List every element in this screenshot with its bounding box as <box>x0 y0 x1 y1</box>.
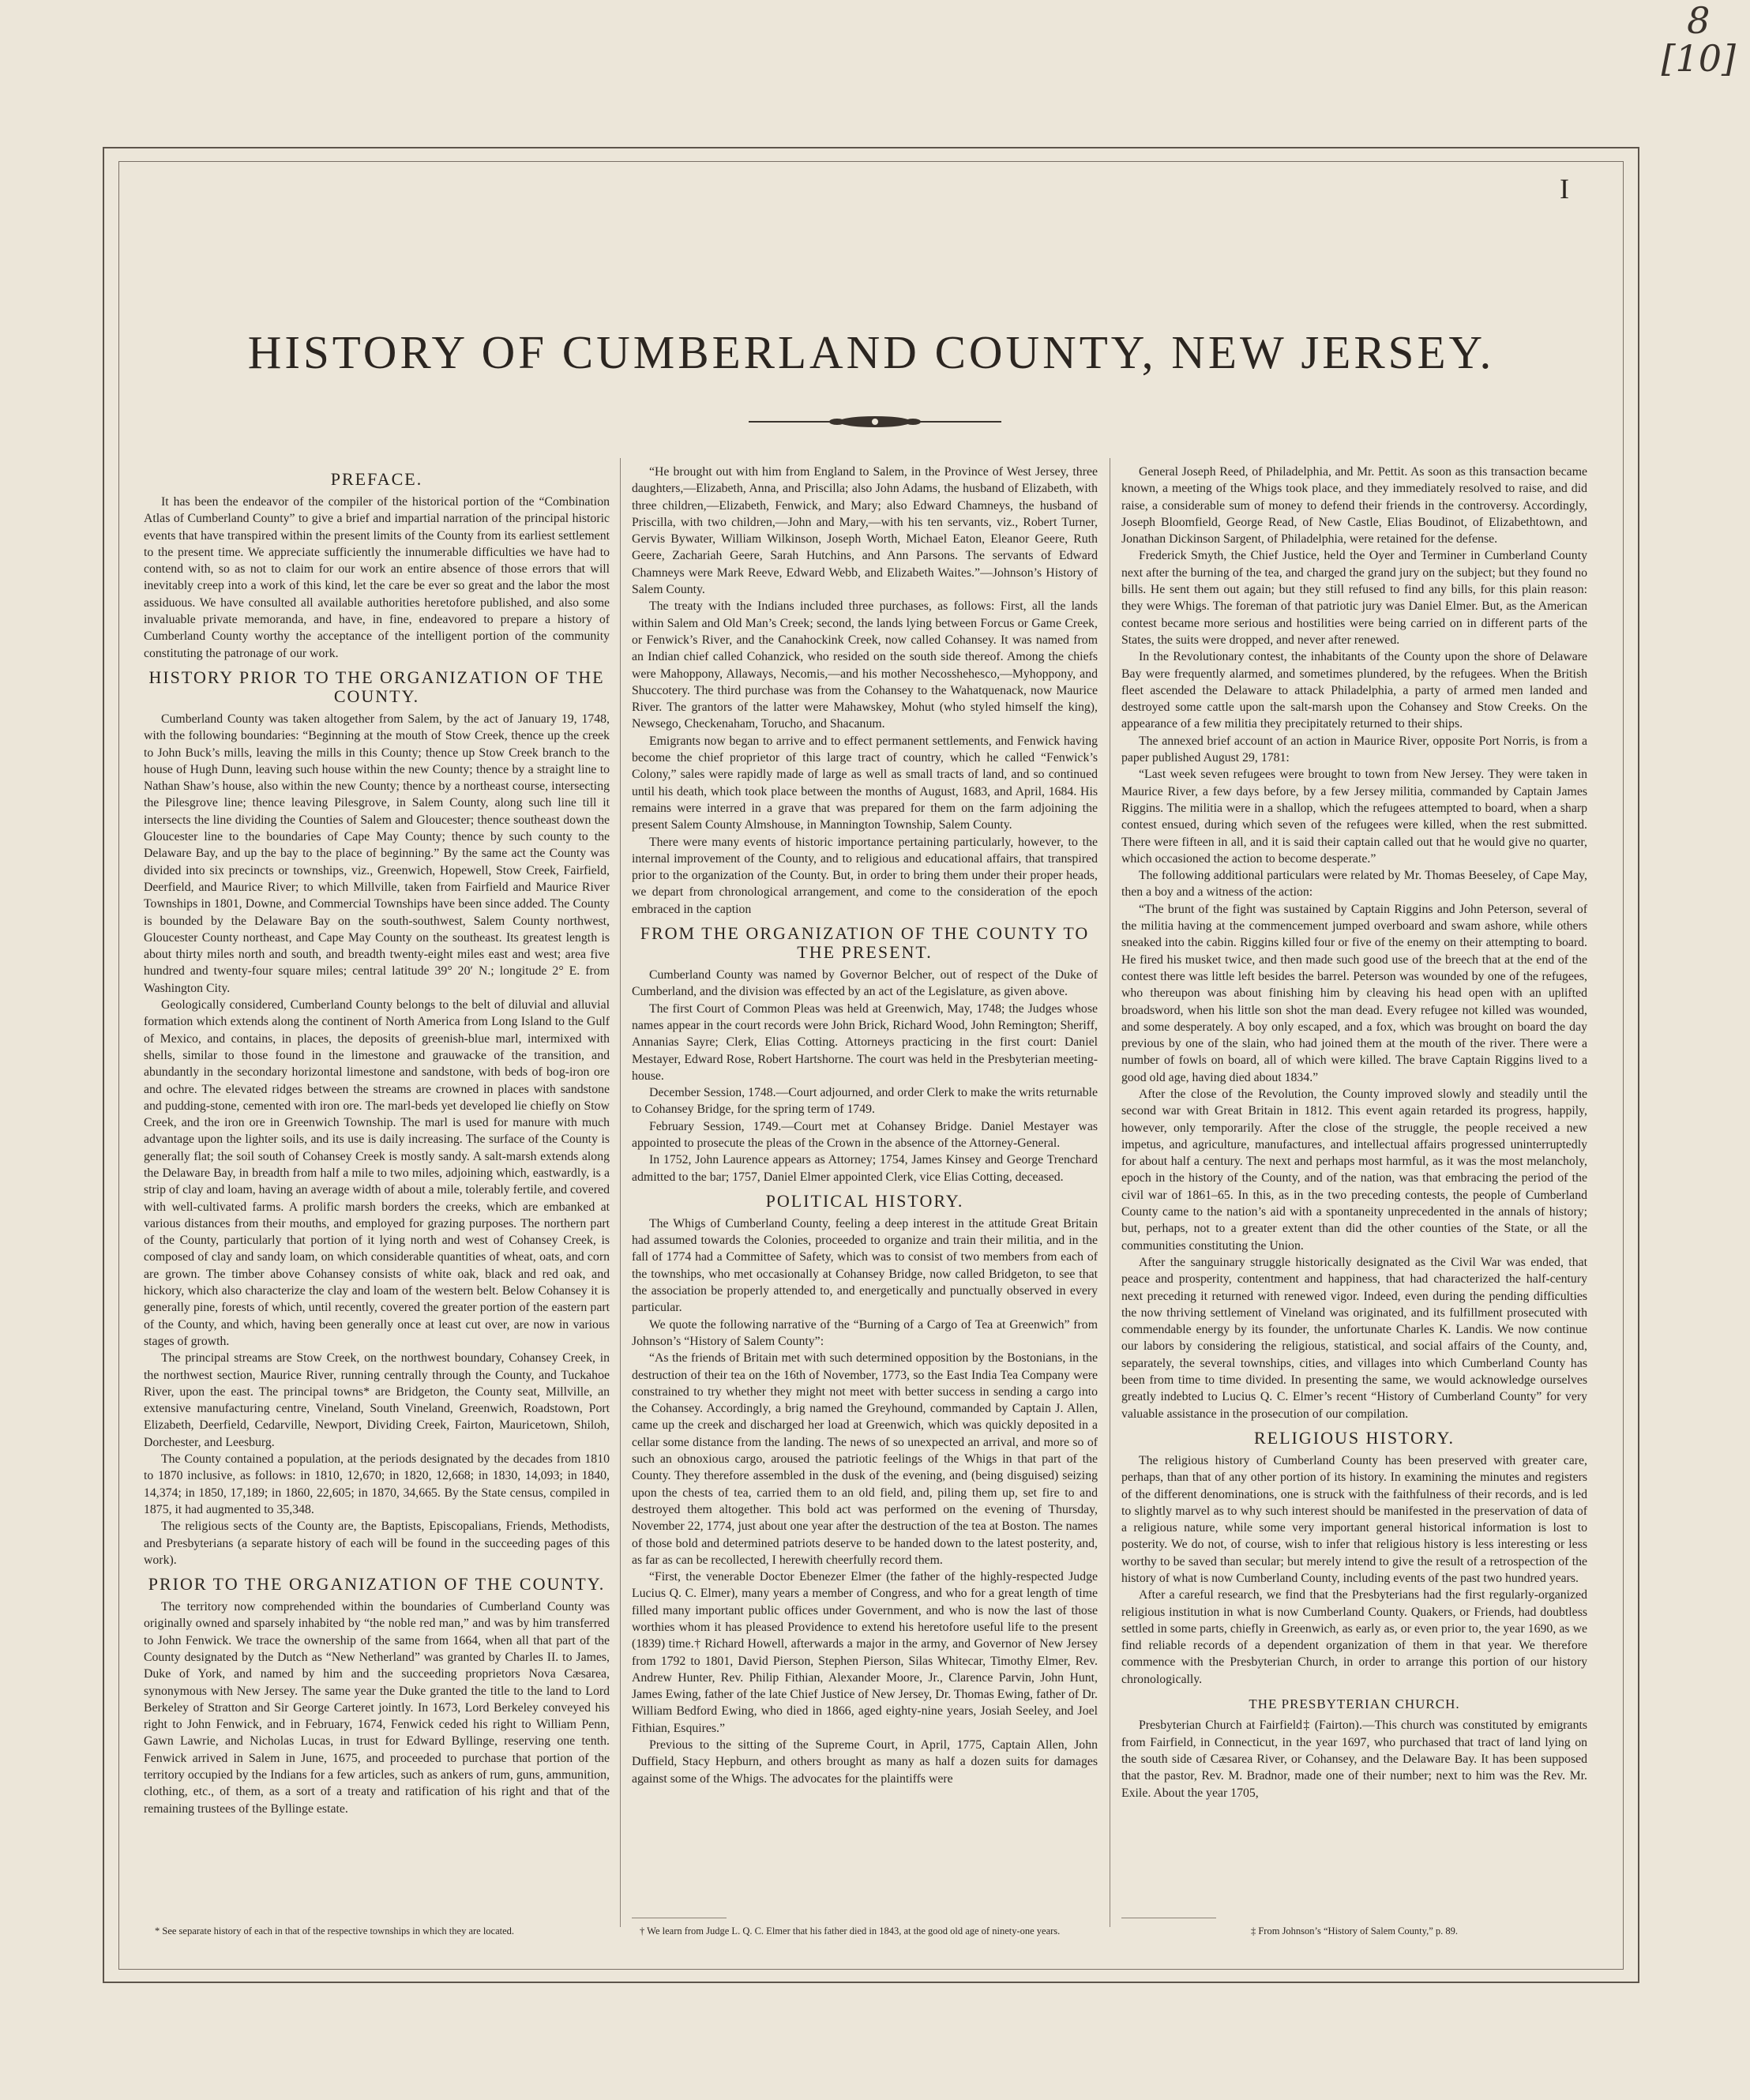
paragraph: We quote the following narrative of the “Burning of a Cargo of Tea at Greenwich” from Johnson’s “History of Salem County”: <box>632 1317 1098 1348</box>
footnote-1: * See separate history of each in that of the respective townships in which they are located. <box>155 1925 515 1937</box>
paragraph: Geologically considered, Cumberland County belongs to the belt of diluvial and alluvial formation which extends along the continent of North America from Long Island to the Gulf of Mexico, and contains, in places, the deposits of greenish-blue marl, intermixed with shells, similar to those found in the limestone and grauwacke of the transition, and abundantly in the secondary horizontal limestone and sandstone, with beds of bog-iron ore and ochre. The elevated ridges between the streams are crowned in places with sandstone and pudding-stone, cemented with iron ore. The marl-beds yet developed lie chiefly on Stow Creek, and the iron ore in Greenwich Township. The marl is used for manure with much advantage upon the lighter soils, and its use is daily increasing. The surface of the County is generally flat; the soil south of Cohansey Creek is mostly sandy. A salt-marsh extends along the Delaware Bay, in breadth from half a mile to two miles, adjoining which, eastwardly, is a strip of clay and loam, having an average width of about a mile, tolerably fertile, and covered with well-cultivated farms. A prolific marsh borders the creeks, which are embanked at various distances from their mouths, and employed for grazing purposes. The northern part of the County, particularly that portion of it lying north and west of Cohansey Creek, is composed of clay and sandy loam, on which considerable quantities of wheat, oats, and corn are grown. The timber above Cohansey consists of white oak, black and red oak, and hickory, which also characterize the clay and loam of the western belt. Below Cohansey it is generally pine, forests of which, until recently, covered the greater portion of the eastern part of the County, and which, having been generally once at least cut over, are now in various stages of growth. <box>144 998 610 1348</box>
paragraph: In 1752, John Laurence appears as Attorney; 1754, James Kinsey and George Trenchard admitted to the bar; 1757, Daniel Elmer appointed Clerk, vice Elias Cotting, deceased. <box>632 1153 1098 1184</box>
paragraph: The treaty with the Indians included three purchases, as follows: First, all the lands within Salem and Old Man’s Creek; second, the lands lying between Forcus or Game Creek, or Fenwick’s River, and the Canahockink Creek, now called Cohansey. It was named from an Indian chief called Cohanzick, who resided on the south side thereof. Among the chiefs were Mahoppony, Allaways, Necomis,—and his mother Necosshehesco,—Myhoppony, and Shuccotery. The third purchase was from the Cohansey to the Wahatquenack, now Maurice River. The grantors of the latter were Mahawskey, Mohut (who styled himself the king), Newsego, Checkenaham, Torucho, and Shacanum. <box>632 599 1098 731</box>
paragraph: The following additional particulars were related by Mr. Thomas Beeseley, of Cape May, then a boy and a witness of the action: <box>1121 869 1587 900</box>
heading-religious-history: RELIGIOUS HISTORY. <box>1254 1427 1455 1448</box>
paragraph: After a careful research, we find that the Presbyterians had the first regularly-organized religious institution in what is now Cumberland County. Quakers, or Friends, had doubtless settled in some parts, chiefly in Greenwich, as early as, or even prior to, the year 1690, as we find reliable records of a dependent organization of them in that year. We therefore commence with the Presbyterian Church, in order to arrange this portion of our history chronologically. <box>1121 1588 1587 1686</box>
paragraph: The religious history of Cumberland County has been preserved with greater care, perhaps, than that of any other portion of its history. In examining the minutes and registers of the different denominations, one is struck with the faithfulness of their records, and is led to slightly marvel as to why such interest should be manifested in the preservation of data of a religious nature, while some very important general historical information is lost to posterity. We do not, of course, wish to infer that religious history is less interesting or less worthy to be saved than secular; but merely intend to give the result of a retrospection of the history of what is now Cumberland County, including events of the past two hundred years. <box>1121 1453 1587 1585</box>
paragraph: The County contained a population, at the periods designated by the decades from 1810 to 1870 inclusive, as follows: in 1810, 12,670; in 1820, 12,668; in 1830, 14,093; in 1840, 14,374; in 1850, 17,189; in 1860, 22,605; in 1870, 34,665. By the State census, compiled in 1875, it had augmented to 35,348. <box>144 1452 610 1516</box>
paragraph: “As the friends of Britain met with such determined opposition by the Bostonians, in the destruction of their tea on the 16th of November, 1773, so the East India Tea Company were constrained to try whether they might not meet with better success in sending a cargo into the Cohansey. Accordingly, a brig named the Greyhound, commanded by Captain J. Allen, came up the creek and discharged her load at Greenwich, which was quickly deposited in a cellar some distance from the landing. The news of so unexpected an arrival, and more so of such an obnoxious cargo, aroused the patriotic feelings of the Whigs in that part of the County. They therefore assembled in the dusk of the evening, and (being disguised) seizing upon the chests of tea, carried them to an old field, and, piling them up, set fire to and destroyed them altogether. This bold act was performed on the evening of Thursday, November 22, 1774, just about one year after the destruction of the tea at Boston. The names of those bold and determined patriots deserve to be handed down to the latest posterity, and, as far as can be recollected, I herewith cheerfully record them. <box>632 1351 1098 1567</box>
footnote-3: ‡ From Johnson’s “History of Salem County,” p. 89. <box>1250 1925 1459 1937</box>
column-rule-1 <box>620 458 621 1927</box>
paragraph: Presbyterian Church at Fairfield‡ (Fairton).—This church was constituted by emigrants from Fairfield, in Connecticut, in the year 1697, who purchased that tract of land lying on the south side of Cæsarea River, or Cohansey, and the Delaware Bay. It has been supposed that the pastor, Rev. M. Bradnor, made one of their number; next to him was the Rev. Mr. Exile. About the year 1705, <box>1121 1719 1587 1800</box>
heading-political-history: POLITICAL HISTORY. <box>765 1190 964 1211</box>
paragraph: December Session, 1748.—Court adjourned, and order Clerk to make the writs returnable to Cohansey Bridge, for the spring term of 1749. <box>632 1086 1098 1117</box>
paragraph: “First, the venerable Doctor Ebenezer Elmer (the father of the highly-respected Judge Lucius Q. C. Elmer), many years a member of Congress, and who for a great length of time filled many important public offices under Government, and who is now the last of those worthies whom it has pleased Providence to extend his heretofore useful life to the present (1839) time.† Richard Howell, afterwards a major in the army, and Governor of New Jersey from 1792 to 1801, David Pierson, Stephen Pierson, Silas Whitecar, Timothy Elmer, Rev. Andrew Hunter, Rev. Philip Fithian, Alexander Moore, Jr., Clarence Parvin, John Hunt, James Ewing, father of the late Chief Justice of New Jersey, Dr. Thomas Ewing, father of Dr. William Bedford Ewing, who died in 1866, aged eighty-nine years, Josiah Seeley, and Joel Fithian, Esquires.” <box>632 1570 1098 1735</box>
paragraph: “The brunt of the fight was sustained by Captain Riggins and John Peterson, several of the militia having at the commencement jumped overboard and swam ashore, while others sneaked into the cabin. Riggins killed four or five of the enemy on their attempting to board. He fired his musket twice, and then made such good use of the breech that at the end of the contest there was little left besides the barrel. Peterson was wounded by one of the refugees, who thereupon was about finishing him by cleaving his head open with an uplifted broadsword, when his little son shot the man dead. Every refugee not killed was wounded, and some desperately. A boy only escaped, and a fox, which was brought on board the day previous by one of the slain, who had joined them at the mouth of the river. There were a number of fowls on board, all of which were killed. The brave Captain Riggins lived to a good old age, having died about 1834.” <box>1121 902 1587 1084</box>
paragraph: February Session, 1749.—Court met at Cohansey Bridge. Daniel Mestayer was appointed to prosecute the pleas of the Crown in the absence of the Attorney-General. <box>632 1119 1098 1150</box>
heading-organization-to-present: FROM THE ORGANIZATION OF THE COUNTY TO THE PRESENT. <box>640 923 1090 963</box>
note-line-2: [10] <box>1661 37 1736 80</box>
paragraph: After the sanguinary struggle historically designated as the Civil War was ended, that peace and prosperity, contentment and happiness, that had characterized the half-century next preceding it returned with renewed vigor. Indeed, even during the pending difficulties the now thriving settlement of Vineland was originated, and its fulfillment prosecuted with commendable energy by its founder, the unfortunate Charles K. Landis. We now continue our labors by considering the religious, statistical, and social affairs of the County, and, separately, the several townships, cities, and villages into which Cumberland County has been from time to time divided. In presenting the same, we would acknowledge ourselves greatly indebted to Lucius Q. C. Elmer’s recent “History of Cumberland County” for very valuable assistance in the prosecution of our compilation. <box>1121 1255 1587 1421</box>
heading-presbyterian-church: THE PRESBYTERIAN CHURCH. <box>1249 1696 1460 1712</box>
paragraph: The territory now comprehended within the boundaries of Cumberland County was originally owned and sparsely inhabited by “the noble red man,” and was by him transferred to John Fenwick. We trace the ownership of the same from 1664, when all that part of the County designated by the Dutch as “New Netherland” was granted by Charles II. to James, Duke of York, and named by him and the succeeding proprietors Nova Cæsarea, synonymous with New Jersey. The same year the Duke granted the title to the land to Lord Berkeley of Stratton and Sir George Carteret jointly. In 1673, Lord Berkeley conveyed his right to John Fenwick, and in February, 1674, Fenwick ceded his right to William Penn, Gawn Lawrie, and Nicholas Lucas, in trust for Edward Byllinge, reserving one tenth. Fenwick arrived in Salem in June, 1675, and proceeded to purchase that portion of the territory occupied by the Indians for a few articles, such as ankers of rum, guns, ammunition, clothing, etc., of them, as a sort of a treaty and ratification of his right and that of the remaining trustees of the Byllinge estate. <box>144 1600 610 1816</box>
footnote-2: † We learn from Judge L. Q. C. Elmer that his father died in 1843, at the good old age of ninety-one years. <box>640 1925 1061 1937</box>
paragraph: The Whigs of Cumberland County, feeling a deep interest in the attitude Great Britain had assumed towards the Colonies, proceeded to organize and train their militia, and in the fall of 1774 had a Committee of Safety, which was to consist of two members from each of the townships, who met occasionally at Cohansey Bridge, now called Bridgeton, to see that the association be properly attended to, and energetically and punctually observed in every particular. <box>632 1216 1098 1315</box>
paragraph: General Joseph Reed, of Philadelphia, and Mr. Pettit. As soon as this transaction became known, a meeting of the Whigs took place, and they immediately resolved to raise, and did raise, a considerable sum of money to defend their friends in the controversy. Accordingly, Joseph Bloomfield, George Read, of New Castle, Elias Boudinot, of Elizabethtown, and Jonathan Dickinson Sargent, of Philadelphia, were retained for the defense. <box>1121 465 1587 547</box>
heading-prior-organization: PRIOR TO THE ORGANIZATION OF THE COUNTY. <box>148 1574 606 1595</box>
column-3 <box>1121 464 1587 1940</box>
page-title: HISTORY OF CUMBERLAND COUNTY, NEW JERSEY. <box>247 326 1495 378</box>
paragraph: Previous to the sitting of the Supreme Court, in April, 1775, Captain Allen, John Duffield, Stacy Hepburn, and others brought as many as half a dozen suits for damages against some of the Whigs. The advocates for the plaintiffs were <box>632 1738 1098 1786</box>
paragraph: In the Revolutionary contest, the inhabitants of the County upon the shore of Delaware Bay were frequently alarmed, and sometimes plundered, by the refugees. When the British fleet ascended the Delaware to attack Philadelphia, a party of armed men landed and destroyed some cattle upon the salt-marsh upon the Cohansey and Stow Creeks. On the appearance of a few militia they precipitately returned to their ships. <box>1121 650 1587 731</box>
paragraph: Cumberland County was named by Governor Belcher, out of respect of the Duke of Cumberland, and the division was effected by an act of the Legislature, as given above. <box>632 968 1098 999</box>
paragraph: After the close of the Revolution, the County improved slowly and steadily until the second war with Great Britain in 1812. This event again retarded its progress, happily, however, only temporarily. After the close of the struggle, the people received a new impetus, and agriculture, manufactures, and intellectual affairs progressed uninterruptedly for about half a century. The next and perhaps most harmful, as it was the most melancholy, epoch in the history of the County, and of the nation, was that embracing the period of the civil war of 1861–65. In this, as in the two preceding contests, the people of Cumberland County came to the nation’s aid with a spontaneity unprecedented in the annals of history; but, perhaps, not to a greater extent than did the other counties of the State, or all the communities constituting the Union. <box>1121 1087 1587 1253</box>
column-1 <box>144 464 610 1940</box>
paragraph: It has been the endeavor of the compiler of the historical portion of the “Combination Atlas of Cumberland County” to give a brief and impartial narration of the principal historic events that have transpired within the present limits of the County from its earliest settlement to the present time. We appreciate sufficiently the innumerable difficulties we have had to contend with, so as not to claim for our work an entire absence of those errors that will inevitably creep into a work of this kind, let the care be ever so great and the labor the most assiduous. We have consulted all available authorities heretofore published, and also some invaluable private memoranda, and have, in fine, endeavored to prepare a history of Cumberland County worthy the acceptance of the intelligent portion of the community constituting the patronage of our work. <box>144 495 610 660</box>
paragraph: The annexed brief account of an action in Maurice River, opposite Port Norris, is from a paper published August 29, 1781: <box>1121 734 1587 765</box>
page-number: I <box>1560 173 1569 205</box>
handwritten-page-note <box>1661 0 1736 80</box>
column-2 <box>632 464 1098 1940</box>
heading-preface: PREFACE. <box>330 469 423 489</box>
note-line-1: 8 <box>1687 0 1711 42</box>
paragraph: “Last week seven refugees were brought to town from New Jersey. They were taken in Maurice River, a few days before, by a few Jersey militia, commanded by Captain James Riggins. The militia were in a shallop, which the refugees attempted to board, when a sharp contest ensued, during which seven of the refugees were killed, when the rest submitted. There were fifteen in all, and it is said their captain called out that he would give no quarter, which occasioned the action to become desperate.” <box>1121 768 1587 866</box>
paragraph: The religious sects of the County are, the Baptists, Episcopalians, Friends, Methodists, and Presbyterians (a separate history of each will be found in the succeeding pages of this work). <box>144 1520 610 1567</box>
title-ornament <box>749 408 1001 435</box>
paragraph: Emigrants now began to arrive and to effect permanent settlements, and Fenwick having become the chief proprietor of this large tract of country, which he called “Fenwick’s Colony,” sales were rapidly made of large as well as small tracts of land, and so continued until his death, which took place between the months of August, 1683, and April, 1684. His remains were interred in a grave that was prepared for them on the farm adjoining the present Salem County Almshouse, in Mannington Township, Salem County. <box>632 734 1098 832</box>
heading-history-prior: HISTORY PRIOR TO THE ORGANIZATION OF THE COUNTY. <box>148 667 605 706</box>
paragraph: Frederick Smyth, the Chief Justice, held the Oyer and Terminer in Cumberland County next after the burning of the tea, and charged the grand jury on the subject; but they found no bills. He sent them out again; but they still refused to find any bills, for this plain reason: they were Whigs. The foreman of that patriotic jury was Daniel Elmer. But, as the American contest became more serious and hostilities were being carried on in different parts of the States, the suits were dropped, and never after renewed. <box>1121 549 1587 647</box>
paragraph: The principal streams are Stow Creek, on the northwest boundary, Cohansey Creek, in the northwest section, Maurice River, running centrally through the County, and Tuckahoe River, upon the east. The principal towns* are Bridgeton, the County seat, Millville, an extensive manufacturing centre, Vineland, South Vineland, Greenwich, Roadstown, Port Elizabeth, Deerfield, Cedarville, Newport, Dividing Creek, Fairton, Mauricetown, Shiloh, Dorchester, and Leesburg. <box>144 1351 610 1449</box>
paragraph: There were many events of historic importance pertaining particularly, however, to the internal improvement of the County, and to religious and educational affairs, that transpired prior to the organization of the County. But, in order to bring them under their proper heads, we depart from chronological arrangement, and come to the consideration of the epoch embraced in the caption <box>632 835 1098 916</box>
paragraph: “He brought out with him from England to Salem, in the Province of West Jersey, three daughters,—Elizabeth, Anna, and Priscilla; also John Adams, the husband of Elizabeth, with three children,—Elizabeth, Fenwick, and Mary; also Edward Chamneys, the husband of Priscilla, with two children,—John and Mary,—with his ten servants, viz., Robert Turner, Gervis Bywater, William Wilkinson, Joseph Worth, Michael Eaton, Eleanor Geere, Ruth Geere, Zachariah Geere, Sarah Hutchins, and Ann Parsons. The servants of Edward Chamneys were Mark Reeve, Edward Webb, and Elizabeth Waites.”—Johnson’s History of Salem County. <box>632 465 1098 597</box>
paragraph: Cumberland County was taken altogether from Salem, by the act of January 19, 1748, with the following boundaries: “Beginning at the mouth of Stow Creek, thence up the creek to John Buck’s mills, leaving the mills in this County; thence up Stow Creek branch to the house of Hugh Dunn, leaving such house within the new County; thence by a straight line to Nathan Shaw’s house, also within the new County; thence by a northeast course, intersecting the Pilesgrove line; thence leaving Pilesgrove, in Salem County, along such line till it intersects the line dividing the Counties of Salem and Gloucester; thence southeast down the Gloucester line to the boundaries of Cape May County; thence by such county to the Delaware Bay, and up the bay to the place of beginning.” By the same act the County was divided into six precincts or townships, viz., Greenwich, Hopewell, Stow Creek, Fairfield, Deerfield, and Maurice River; to which Millville, taken from Fairfield and Maurice River Townships in 1801, Downe, and Commercial Townships have been since added. The County is bounded by the Delaware Bay on the south-southwest, Salem County northwest, Gloucester County northeast, and Cape May County on the southeast. Its greatest length is about thirty miles north and south, and breadth twenty-eight miles east and west; area five hundred and twenty-four square miles; central latitude 39° 20′ N.; longitude 2° E. from Washington City. <box>144 712 610 995</box>
paragraph: The first Court of Common Pleas was held at Greenwich, May, 1748; the Judges whose names appear in the court records were John Brick, Richard Wood, John Remington; Sheriff, Annanias Sayre; Clerk, Elias Cotting. Attorneys practicing in the first court: Daniel Mestayer, Edward Rose, Robert Hartshorne. The court was held in the Presbyterian meeting-house. <box>632 1001 1098 1083</box>
